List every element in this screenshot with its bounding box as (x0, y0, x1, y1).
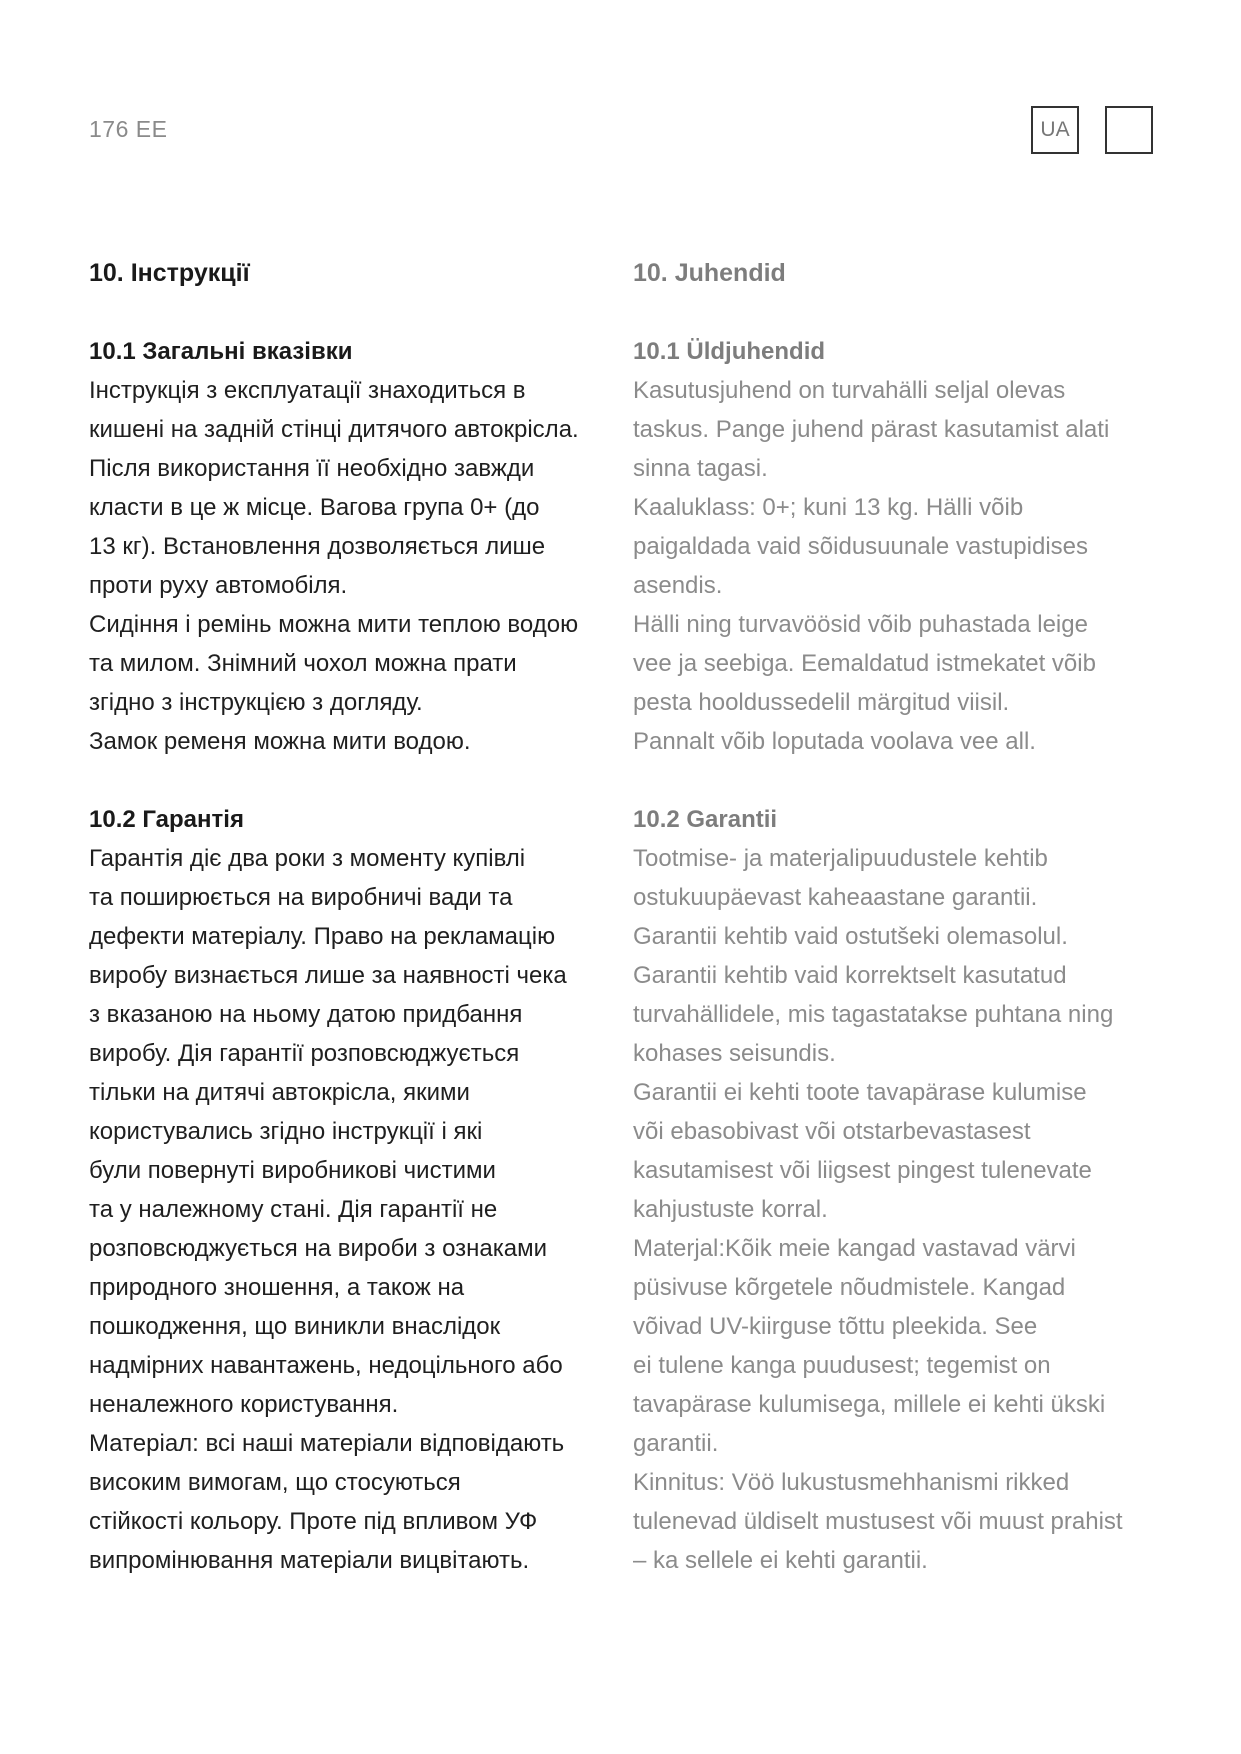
language-box-ua: UA (1031, 106, 1079, 154)
subsection-title-general: 10.1 Üldjuhendid (633, 338, 826, 365)
estonian-column (633, 254, 1173, 1580)
warranty-text: Tootmise- ja materjalipuudustele kehtib ostukuupäevast kaheaastane garantii. Garantii kehtib vaid ostutšeki olemasolul. Garantii kehtib vaid korrektselt kasutatud turvahällidele, mis tagastatakse puhtana ning kohases seisundis. Garantii ei kehti toote tavapärase kulumise või ebasobivast või otstarbevastasest kasutamisest või liigsest pingest tulenevate kahjustuste korral. Materjal:Kõik meie kangad vastavad värvi püsivuse kõrgetele nõudmistele. Kangad võivad UV-kiirguse tõttu pleekida. See ei tulene kanga puudusest; tegemist on tavapärase kulumisega, millele ei kehti ükski garantii. Kinnitus: Vöö lukustusmehhanismi rikked tulenevad üldiselt mustusest või muust prahist – ka sellele ei kehti garantii. (633, 845, 1123, 1574)
warranty-text: Гарантія діє два роки з моменту купівлі та поширюється на виробничі вади та дефекти матеріалу. Право на рекламацію виробу визнається лише за наявності чека з вказаною на ньому датою придбання виробу. Дія гарантії розповсюджується тільки на дитячі автокрісла, якими користувались згідно інструкції і які були повернуті виробникові чистими та у належному стані. Дія гарантії не розповсюджується на вироби з ознаками природного зношення, а також на пошкодження, що виникли внаслідок надмірних навантажень, недоцільного або неналежного користування. Матеріал: всі наші матеріали відповідають високим вимогам, що стосуються стійкості кольору. Проте під впливом УФ випромінювання матеріали вицвітають. (89, 845, 567, 1574)
page-number: 176 EE (89, 116, 168, 142)
ukrainian-column (89, 254, 619, 1580)
subsection-title-warranty: 10.2 Garantii (633, 806, 778, 833)
subsection-title-general: 10.1 Загальні вказівки (89, 338, 353, 365)
section-title: 10. Інструкції (89, 259, 250, 287)
general-instructions-text: Інструкція з експлуатації знаходиться в кишені на задній стінці дитячого автокрісла. Після використання її необхідно завжди класти в це ж місце. Вагова група 0+ (до 13 кг). Встановлення дозволяється лише проти руху автомобіля. Сидіння і ремінь можна мити теплою водою та милом. Знімний чохол можна прати згідно з інструкцією з догляду. Замок ременя можна мити водою. (89, 377, 579, 755)
subsection-title-warranty: 10.2 Гарантія (89, 806, 244, 833)
general-instructions-text: Kasutusjuhend on turvahälli seljal olevas taskus. Pange juhend pärast kasutamist alati sinna tagasi. Kaaluklass: 0+; kuni 13 kg. Hälli võib paigaldada vaid sõidusuunale vastupidises asendis. Hälli ning turvavöösid võib puhastada leige vee ja seebiga. Eemaldatud istmekatet võib pesta hooldussedelil märgitud viisil. Pannalt võib loputada voolava vee all. (633, 377, 1110, 755)
language-box-ee (1105, 106, 1153, 154)
section-title: 10. Juhendid (633, 259, 786, 287)
